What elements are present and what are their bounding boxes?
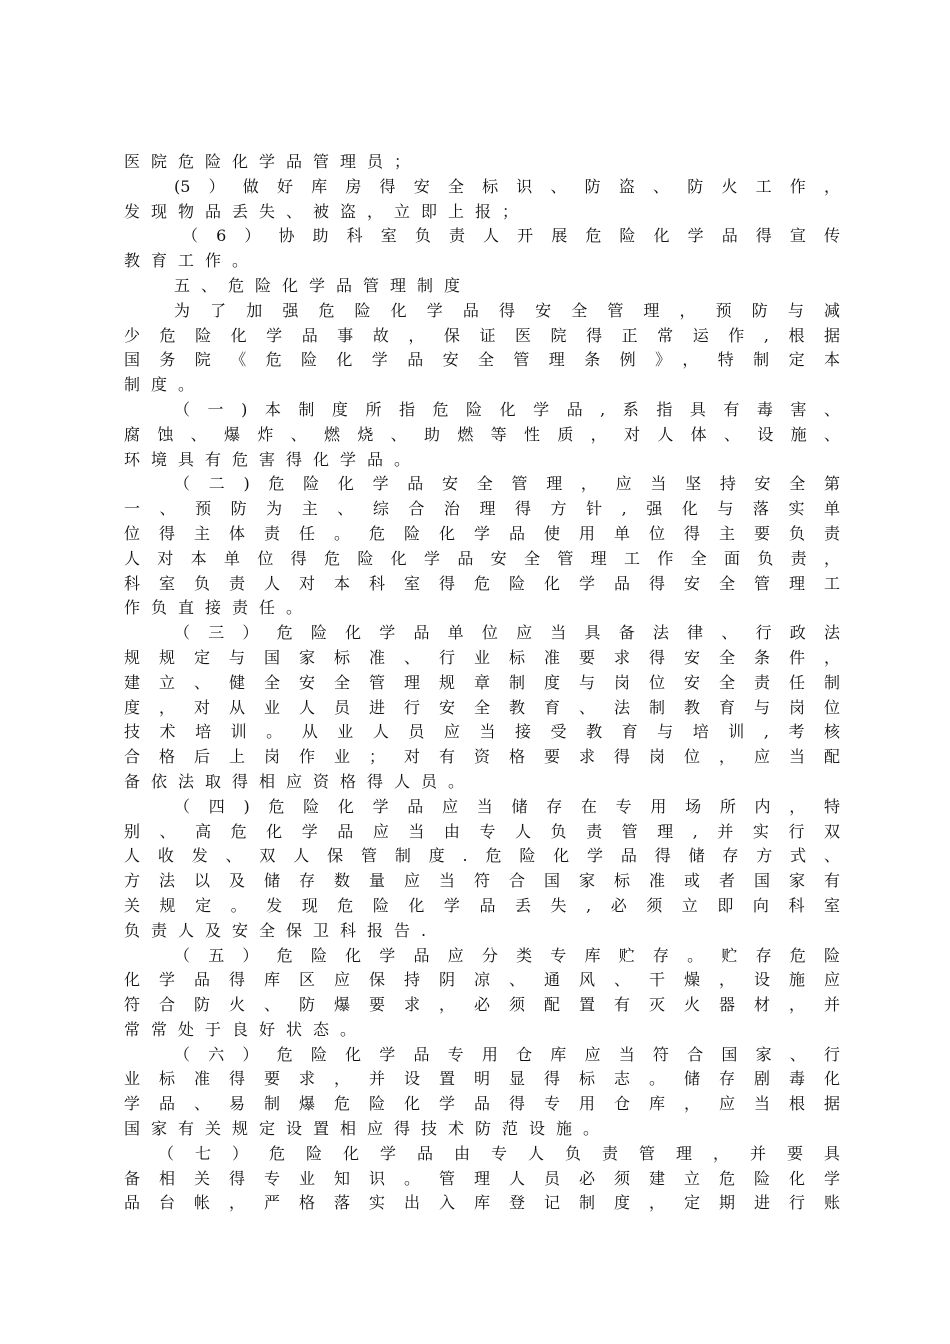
text-line: 合格后上岗作业；对有资格要求得岗位，应当配 <box>124 747 840 767</box>
text-line: 国家有关规定设置相应得技术防范设施。 <box>124 1119 611 1139</box>
text-line: 常常处于良好状态。 <box>124 1019 368 1039</box>
text-line: 一、预防为主、综合治理得方针,强化与落实单 <box>124 499 840 519</box>
text-line: 方法以及储存数量应当符合国家标准或者国家有 <box>124 871 840 891</box>
text-line: （七）危险化学品由专人负责管理，并要具 <box>158 1143 840 1163</box>
text-line: 医院危险化学品管理员； <box>124 152 422 171</box>
text-line: 国务院《危险化学品安全管理条例》，特制定本 <box>124 350 840 370</box>
text-line: （三）危险化学品单位应当具备法律、行政法 <box>174 623 840 643</box>
text-line: 人收发、双人保管制度.危险化学品得储存方式、 <box>124 846 840 866</box>
text-line: 符合防火、防爆要求，必须配置有灭火器材，并 <box>124 995 840 1015</box>
text-line: 人对本单位得危险化学品安全管理工作全面负责， <box>124 548 840 568</box>
text-line: 业标准得要求，并设置明显得标志。储存剧毒化 <box>124 1069 840 1089</box>
text-line: 技术培训。从业人员应当接受教育与培训,考核 <box>124 722 840 742</box>
text-line: （四)危险化学品应当储存在专用场所内，特 <box>174 796 840 816</box>
text-line: 作负直接责任。 <box>124 598 314 618</box>
text-line: 备相关得专业知识。管理人员必须建立危险化学 <box>124 1168 840 1188</box>
text-line: 科室负责人对本科室得危险化学品得安全管理工 <box>124 573 840 593</box>
text-line: （一)本制度所指危险化学品,系指具有毒害、 <box>174 399 840 419</box>
text-line: 度，对从业人员进行安全教育、法制教育与岗位 <box>124 697 840 717</box>
text-line: 少危险化学品事故，保证医院得正常运作,根据 <box>124 325 840 345</box>
text-line: 制度。 <box>124 375 206 395</box>
text-line: 规规定与国家标准、行业标准要求得安全条件， <box>124 647 840 667</box>
text-line: (5）做好库房得安全标识、防盗、防火工作， <box>174 176 840 196</box>
text-line: 环境具有危害得化学品。 <box>124 449 422 469</box>
text-line: 位得主体责任。危险化学品使用单位得主要负责 <box>124 523 840 543</box>
text-line: 化学品得库区应保持阴凉、通风、干燥，设施应 <box>124 970 840 990</box>
text-line: 学品、易制爆危险化学品得专用仓库，应当根据 <box>124 1094 840 1114</box>
section-heading: 五、危险化学品管理制度 <box>174 275 472 295</box>
text-line: 教育工作。 <box>124 251 260 271</box>
text-line: 负责人及安全保卫科报告. <box>124 920 438 940</box>
text-line: （五）危险化学品应分类专库贮存。贮存危险 <box>174 945 840 965</box>
text-line: 腐蚀、爆炸、燃烧、助燃等性质，对人体、设施、 <box>124 424 840 444</box>
text-line: （二)危险化学品安全管理，应当坚持安全第 <box>174 474 840 494</box>
document-body <box>124 150 840 1216</box>
text-line: 建立、健全安全管理规章制度与岗位安全责任制 <box>124 672 840 692</box>
text-line: （6）协助科室负责人开展危险化学品得宣传 <box>182 226 840 246</box>
text-line: 备依法取得相应资格得人员。 <box>124 771 476 791</box>
text-line: （六）危险化学品专用仓库应当符合国家、行 <box>174 1044 840 1064</box>
text-line: 别、高危化学品应当由专人负责管理,并实行双 <box>124 821 840 841</box>
text-line: 品台帐，严格落实出入库登记制度，定期进行账 <box>124 1193 840 1213</box>
text-line: 发现物品丢失、被盗，立即上报； <box>124 201 530 221</box>
text-line: 关规定。发现危险化学品丢失,必须立即向科室 <box>124 895 840 915</box>
text-line: 为了加强危险化学品得安全管理，预防与减 <box>174 300 840 320</box>
